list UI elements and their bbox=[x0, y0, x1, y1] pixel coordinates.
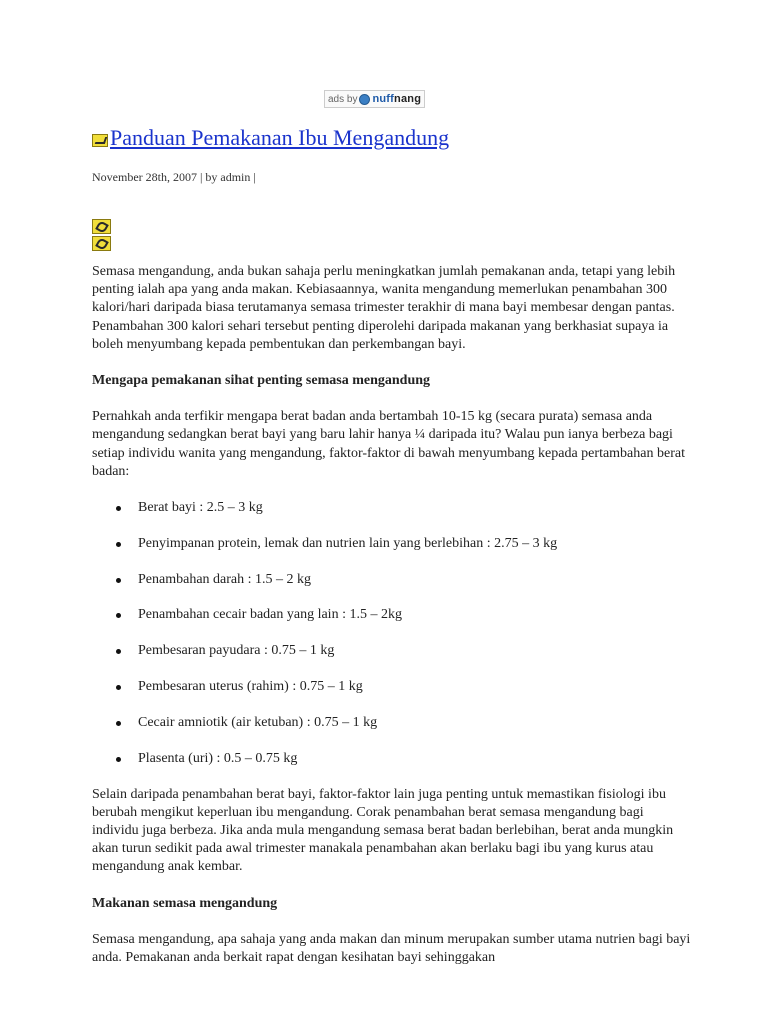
link-icon[interactable] bbox=[92, 219, 111, 234]
list-item: Pembesaran uterus (rahim) : 0.75 – 1 kg bbox=[92, 678, 692, 696]
nuffnang-ad-badge[interactable] bbox=[324, 90, 425, 108]
post-title-row bbox=[92, 124, 449, 152]
post-icons bbox=[92, 219, 111, 253]
bullet-icon bbox=[116, 506, 121, 511]
arrow-bullet-icon bbox=[92, 134, 108, 147]
list-item: Berat bayi : 2.5 – 3 kg bbox=[92, 499, 692, 517]
bullet-icon bbox=[116, 649, 121, 654]
bullet-icon bbox=[116, 542, 121, 547]
nuffnang-globe-icon bbox=[359, 94, 370, 105]
section-heading-nutrition: Mengapa pemakanan sihat penting semasa mengandung bbox=[92, 373, 431, 389]
bullet-icon bbox=[116, 757, 121, 762]
weight-gain-list bbox=[92, 499, 692, 768]
list-item: Cecair amniotik (air ketuban) : 0.75 – 1 kg bbox=[92, 714, 692, 732]
post-meta: November 28th, 2007 | by admin | bbox=[92, 170, 256, 184]
nuffnang-logo-text: nuffnang bbox=[372, 93, 422, 105]
bullet-icon bbox=[116, 721, 121, 726]
bullet-icon bbox=[116, 578, 121, 583]
post-title-link[interactable]: Panduan Pemakanan Ibu Mengandung bbox=[110, 125, 450, 150]
section-paragraph: Pernahkah anda terfikir mengapa berat badan anda bertambah 10-15 kg (secara purata) semasa anda mengandung sedangkan berat bayi yang baru lahir hanya ¼ daripada itu? Walau pun ianya berbeza bagi setiap individu wanita yang mengandung, faktor-faktor di bawah menyumbang kepada pertambahan berat badan: bbox=[92, 409, 685, 479]
intro-paragraph: Semasa mengandung, anda bukan sahaja perlu meningkatkan jumlah pemakanan anda, tetapi yang lebih penting ialah apa yang anda makan. Kebiasaannya, wanita mengandung memerlukan penambahan 300 kalori/hari daripada biasa terutamanya semasa trimester terakhir di mana bayi membesar dengan pantas. Penambahan 300 kalori sehari tersebut penting diperolehi daripada makanan yang berkhasiat supaya ia boleh menyumbang kepada pembentukan dan perkembangan bayi. bbox=[92, 264, 676, 352]
list-item: Penambahan darah : 1.5 – 2 kg bbox=[92, 571, 692, 589]
ads-by-label: ads by bbox=[328, 93, 358, 105]
bullet-icon bbox=[116, 613, 121, 618]
food-paragraph: Semasa mengandung, apa sahaja yang anda makan dan minum merupakan sumber utama nutrien bagi bayi anda. Pemakanan anda berkait rapat dengan kesihatan bayi sehinggakan bbox=[92, 931, 691, 966]
post-content bbox=[92, 263, 692, 985]
list-item: Plasenta (uri) : 0.5 – 0.75 kg bbox=[92, 750, 692, 768]
list-item: Pembesaran payudara : 0.75 – 1 kg bbox=[92, 642, 692, 660]
link-icon[interactable] bbox=[92, 236, 111, 251]
section-heading-food: Makanan semasa mengandung bbox=[92, 895, 278, 911]
bullet-icon bbox=[116, 685, 121, 690]
list-item: Penyimpanan protein, lemak dan nutrien lain yang berlebihan : 2.75 – 3 kg bbox=[92, 535, 692, 553]
list-item: Penambahan cecair badan yang lain : 1.5 – 2kg bbox=[92, 606, 692, 624]
closing-paragraph: Selain daripada penambahan berat bayi, faktor-faktor lain juga penting untuk memastikan fisiologi ibu berubah mengikut keperluan ibu mengandung. Corak penambahan berat semasa mengandung bagi individu juga berbeza. Jika anda mula mengandung semasa berat badan berlebihan, berat anda mungkin akan turun sedikit pada awal trimester manakala penambahan akan berlaku bagi ibu yang kurus atau mengandung anak kembar. bbox=[92, 786, 674, 875]
